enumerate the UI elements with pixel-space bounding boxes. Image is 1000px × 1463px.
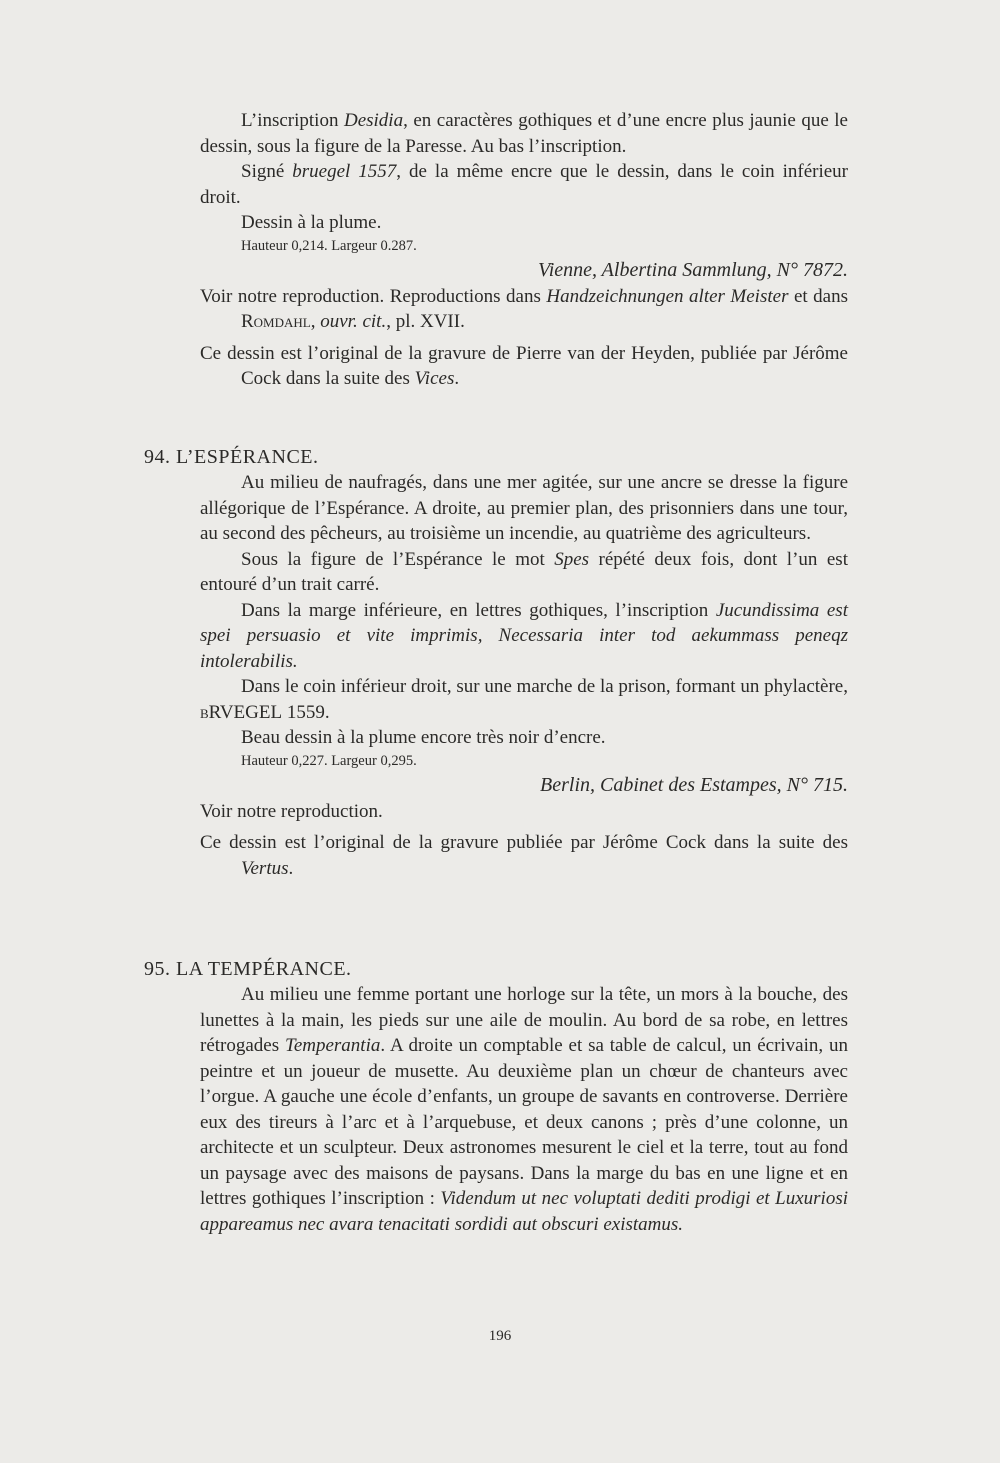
- paragraph: [200, 674, 848, 725]
- italic-text: Jucundissima est spei persuasio et vite imprimis, Necessaria inter tod aekummass peneqz intolerabilis.: [200, 599, 848, 672]
- dimensions: Hauteur 0,214. Largeur 0.287.: [241, 237, 417, 254]
- paragraph: [200, 982, 848, 1237]
- text: ,: [310, 311, 321, 332]
- italic-text: Vices: [414, 368, 455, 389]
- italic-text: Desidia: [343, 110, 404, 131]
- signature-text: bRVEGEL: [200, 701, 283, 723]
- text: Signé: [241, 161, 293, 182]
- entry-heading: 95. LA TEMPÉRANCE.: [144, 958, 352, 980]
- text: . A droite un comptable et sa table de calcul, un écrivain, un peintre et un joueur de musette. Au deuxième plan un chœur de chanteurs avec l’orgue. A gauche une école d’enfants, un groupe de savants en controverse. Derrière eux des tireurs à l’arc et à l’arquebuse, et deux canons ; près d’une colonne, un architecte et un sculpteur. Deux astronomes mesurent le ciel et la terre, tout au fond un paysage avec des maisons de paysans. Dans la marge du bas en une ligne et en lettres gothiques l’inscription :: [200, 1035, 848, 1209]
- italic-text: Spes: [554, 548, 590, 570]
- paragraph: Au milieu de naufragés, dans une mer agitée, sur une ancre se dresse la figure allégorique de l’Espérance. A droite, au premier plan, des prisonniers dans une tour, au second des pêcheurs, au troisième un incendie, au quatrième des agriculteurs.: [200, 472, 848, 544]
- paragraph: [200, 598, 848, 675]
- paragraph: Dessin à la plume.: [241, 212, 382, 233]
- paragraph: [200, 159, 848, 210]
- paragraph: [200, 341, 848, 392]
- italic-text: Temperantia: [285, 1035, 381, 1056]
- paragraph: [200, 830, 848, 881]
- paragraph: Beau dessin à la plume encore très noir d’encre.: [241, 727, 606, 748]
- italic-text: Videndum ut nec voluptati dediti prodigi et Luxuriosi appareamus nec avara tenacitati sordidi aut obscuri existamus.: [200, 1188, 848, 1235]
- paragraph: [200, 284, 848, 335]
- italic-text: ouvr. cit.: [320, 311, 387, 332]
- entry-heading: 94. L’ESPÉRANCE.: [144, 446, 319, 468]
- paragraph: Voir notre reproduction.: [200, 800, 383, 822]
- paragraph: [200, 547, 848, 598]
- text: , de la même encre que le dessin, dans le coin inférieur droit.: [200, 161, 849, 208]
- italic-text: bruegel 1557: [292, 161, 397, 182]
- entry-93-continuation: [200, 108, 848, 392]
- text: Ce dessin est l’original de la gravure de Pierre van der Heyden, publiée par Jérôme Cock dans la suite des: [200, 342, 848, 389]
- text: 1559.: [282, 701, 330, 723]
- author-name: Romdahl: [241, 311, 311, 332]
- text: .: [288, 857, 294, 879]
- text: , en caractères gothiques et d’une encre plus jaunie que le dessin, sous la figure de la Paresse. Au bas l’inscription.: [200, 110, 848, 157]
- text: Au milieu une femme portant une horloge sur la tête, un mors à la bouche, des lunettes à la main, les pieds sur une aile de moulin. Au bord de sa robe, en lettres rétrogades: [200, 984, 848, 1056]
- italic-text: Vertus: [241, 857, 289, 879]
- italic-text: Handzeichnungen alter Meister: [546, 285, 789, 307]
- text: Ce dessin est l’original de la gravure publiée par Jérôme Cock dans la suite des: [200, 832, 848, 853]
- text: et dans: [788, 285, 848, 307]
- collection-location: Vienne, Albertina Sammlung, N° 7872.: [537, 258, 848, 281]
- page-number: 196: [488, 1328, 512, 1344]
- paragraph: [200, 108, 848, 159]
- text: Voir notre reproduction. Reproductions dans: [200, 285, 547, 307]
- text: Sous la figure de l’Espérance le mot: [241, 548, 555, 570]
- text: .: [454, 368, 460, 389]
- text: , pl. XVII.: [386, 311, 465, 332]
- entry-95: [144, 956, 848, 1237]
- text: répété deux fois, dont l’un est entouré d’un trait carré.: [200, 548, 848, 595]
- dimensions: Hauteur 0,227. Largeur 0,295.: [241, 752, 417, 769]
- text: L’inscription: [241, 110, 344, 131]
- collection-location: Berlin, Cabinet des Estampes, N° 715.: [540, 773, 848, 796]
- entry-94: [144, 444, 848, 881]
- text: Dans le coin inférieur droit, sur une marche de la prison, formant un phylactère,: [241, 676, 848, 697]
- text: Dans la marge inférieure, en lettres gothiques, l’inscription: [241, 599, 716, 621]
